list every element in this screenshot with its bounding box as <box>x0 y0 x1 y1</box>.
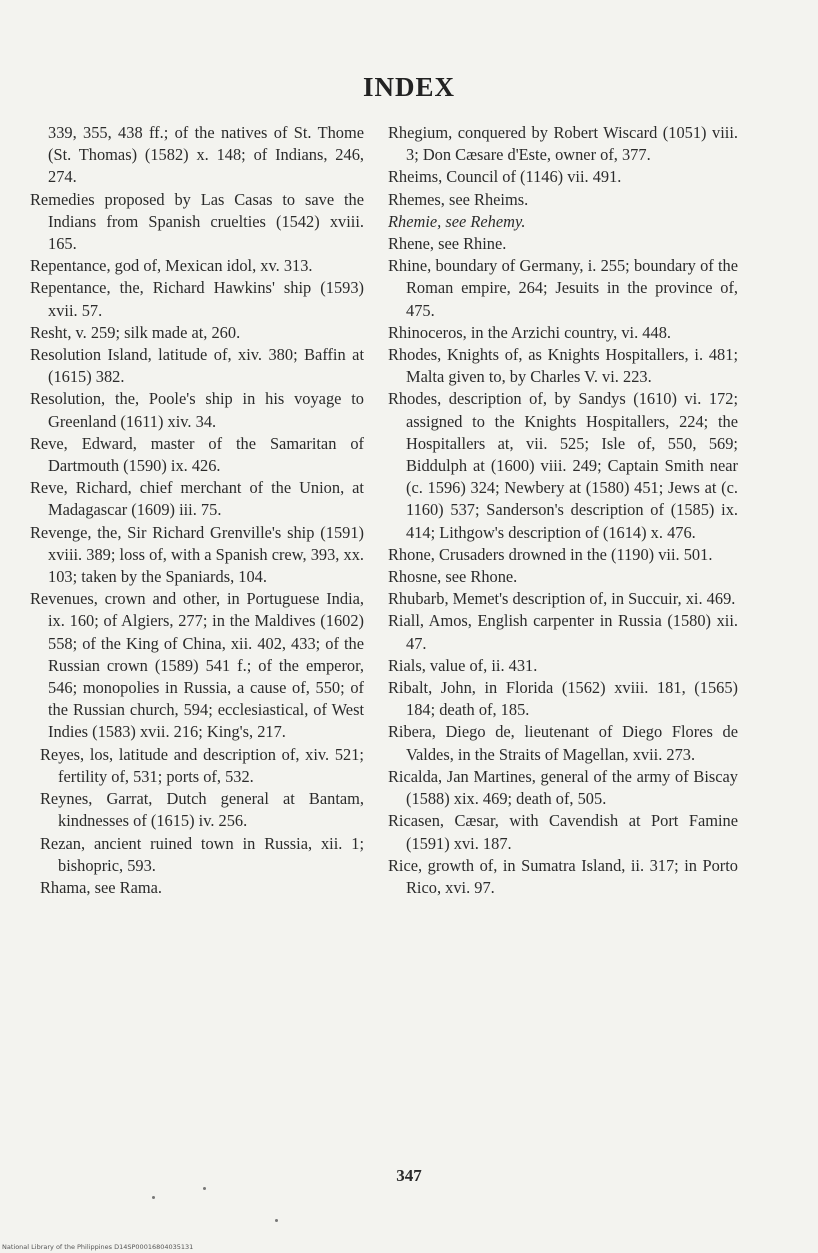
index-entry: Reve, Richard, chief merchant of the Union, at Madagascar (1609) iii. 75. <box>30 478 364 520</box>
index-entry: Rhene, see Rhine. <box>388 234 507 254</box>
index-entry: Rezan, ancient ruined town in Russia, xii. 1; bishopric, 593. <box>40 833 364 875</box>
dust-speck <box>152 1196 155 1199</box>
scan-footer: National Library of the Philippines D14SP00016804035131 <box>2 1243 194 1251</box>
page-number: 347 <box>396 1166 422 1185</box>
index-entry: Resolution Island, latitude of, xiv. 380; Baffin at (1615) 382. <box>30 345 364 387</box>
dust-speck <box>275 1219 278 1222</box>
index-entry: Resht, v. 259; silk made at, 260. <box>30 322 241 342</box>
index-entry: Ribera, Diego de, lieutenant of Diego Flores de Valdes, in the Straits of Magellan, xvii. 273. <box>388 722 738 764</box>
index-entry: Rhemes, see Rheims. <box>388 189 529 209</box>
index-entry: Rhodes, description of, by Sandys (1610) vi. 172; assigned to the Knights Hospitallers, 224; the Hospitallers at, vii. 525; Isle of, 550, 569; Biddulph at (1600) viii. 249; Captain Smith near (c. 1596) 324; Newbery at (1580) 451; Jews at (c. 1160) 537; Sanderson's description of (1585) ix. 414; Lithgow's description of (1614) x. 476. <box>388 389 738 542</box>
index-entry: Resolution, the, Poole's ship in his voyage to Greenland (1611) xiv. 34. <box>30 389 364 431</box>
index-entry: Rhegium, conquered by Robert Wiscard (1051) viii. 3; Don Cæsare d'Este, owner of, 377. <box>388 123 738 165</box>
index-entry: Rhosne, see Rhone. <box>388 567 518 587</box>
index-entry: Rhubarb, Memet's description of, in Succuir, xi. 469. <box>388 589 736 609</box>
index-entry: Riall, Amos, English carpenter in Russia (1580) xii. 47. <box>388 611 738 653</box>
dust-speck <box>203 1187 206 1190</box>
index-entry: Rhemie, see Rehemy. <box>388 211 526 231</box>
index-entry: Ricalda, Jan Martines, general of the army of Biscay (1588) xix. 469; death of, 505. <box>388 766 738 809</box>
index-entry: 339, 355, 438 ff.; of the natives of St. Thome (St. Thomas) (1582) x. 148; of Indians, 246, 274. <box>48 123 364 187</box>
index-entry: Repentance, the, Richard Hawkins' ship (1593) xvii. 57. <box>30 278 364 320</box>
index-entry: Rhone, Crusaders drowned in the (1190) vii. 501. <box>388 544 713 564</box>
index-entry: Rials, value of, ii. 431. <box>388 655 538 675</box>
index-entry: Rhinoceros, in the Arzichi country, vi. 448. <box>388 322 671 342</box>
index-entry: Revenge, the, Sir Richard Grenville's ship (1591) xviii. 389; loss of, with a Spanish crew, 393, xx. 103; taken by the Spaniards, 104. <box>30 522 364 587</box>
page-title: INDEX <box>362 72 455 102</box>
index-entry: Revenues, crown and other, in Portuguese India, ix. 160; of Algiers, 277; in the Maldives (1602) 558; of the King of China, xii. 402, 433; of the Russian crown (1589) 541 f.; of the emperor, 546; monopolies in Russia, a cause of, 550; of the Russian church, 594; ecclesiastical, of West Indies (1583) xvii. 216; King's, 217. <box>30 589 364 742</box>
index-entry: Rice, growth of, in Sumatra Island, ii. 317; in Porto Rico, xvi. 97. <box>388 855 738 897</box>
index-entry: Rhine, boundary of Germany, i. 255; boundary of the Roman empire, 264; Jesuits in the province of, 475. <box>388 256 738 320</box>
index-column-right <box>388 122 738 899</box>
index-entry: Reynes, Garrat, Dutch general at Bantam, kindnesses of (1615) iv. 256. <box>40 789 364 831</box>
index-entry: Reve, Edward, master of the Samaritan of Dartmouth (1590) ix. 426. <box>30 433 364 476</box>
index-entry: Rhodes, Knights of, as Knights Hospitallers, i. 481; Malta given to, by Charles V. vi. 223. <box>388 345 738 387</box>
index-entry: Reyes, los, latitude and description of, xiv. 521; fertility of, 531; ports of, 532. <box>40 744 364 786</box>
index-entry: Ribalt, John, in Florida (1562) xviii. 181, (1565) 184; death of, 185. <box>388 678 738 720</box>
index-column-left <box>30 122 364 899</box>
index-entry: Rheims, Council of (1146) vii. 491. <box>388 167 622 187</box>
index-entry: Ricasen, Cæsar, with Cavendish at Port Famine (1591) xvi. 187. <box>388 811 738 853</box>
index-entry: Remedies proposed by Las Casas to save the Indians from Spanish cruelties (1542) xviii. 165. <box>30 189 364 254</box>
index-entry: Repentance, god of, Mexican idol, xv. 313. <box>30 256 313 276</box>
index-entry: Rhama, see Rama. <box>40 877 162 897</box>
